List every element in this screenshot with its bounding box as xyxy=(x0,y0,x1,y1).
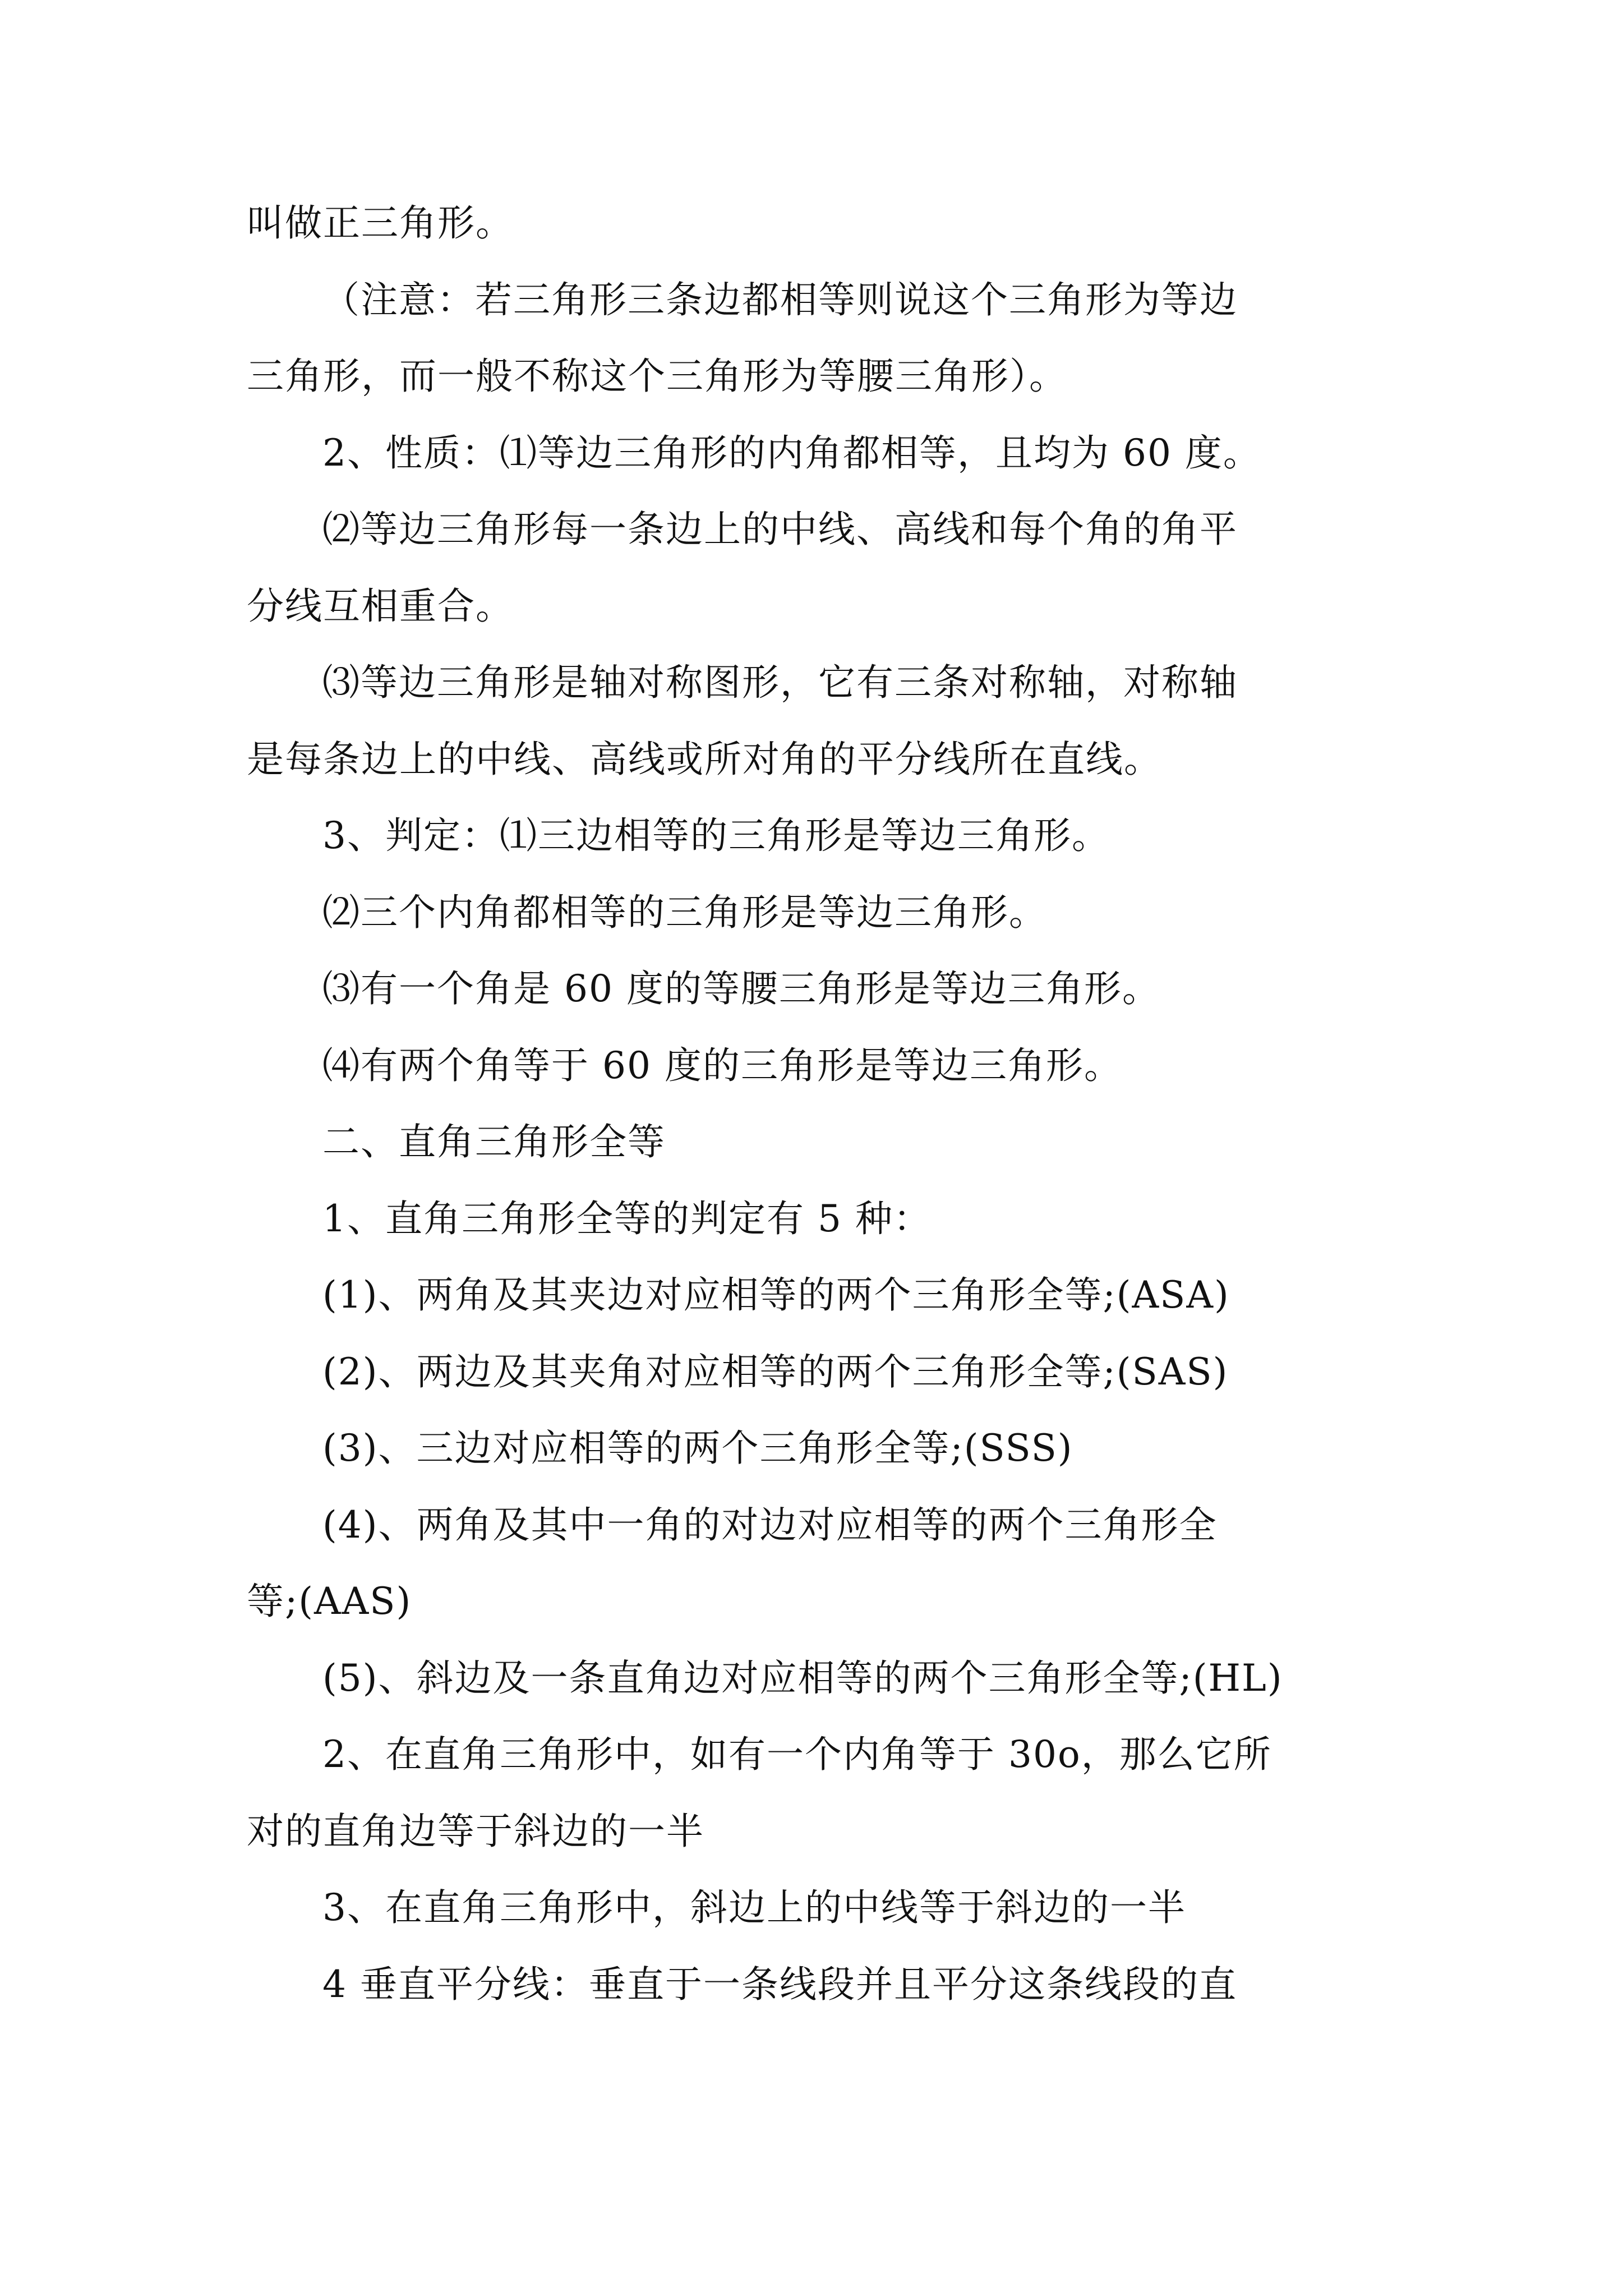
text-line-21: 2、在直角三角形中，如有一个内角等于 30o，那么它所 xyxy=(322,1733,1272,1776)
text-line-11: ⑶有一个角是 60 度的等腰三角形是等边三角形。 xyxy=(322,967,1160,1010)
text-line-4: 2、性质：⑴等边三角形的内角都相等，且均为 60 度。 xyxy=(322,431,1261,475)
text-line-5: ⑵等边三角形每一条边上的中线、高线和每个角的角平 xyxy=(322,508,1238,551)
text-line-20: (5)、斜边及一条直角边对应相等的两个三角形全等;(HL) xyxy=(322,1656,1283,1700)
text-line-9: 3、判定：⑴三边相等的三角形是等边三角形。 xyxy=(322,814,1110,857)
text-line-24: 4 垂直平分线：垂直于一条线段并且平分这条线段的直 xyxy=(322,1962,1237,2006)
text-line-7: ⑶等边三角形是轴对称图形，它有三条对称轴，对称轴 xyxy=(322,661,1238,704)
text-line-22: 对的直角边等于斜边的一半 xyxy=(247,1809,704,1853)
text-line-8: 是每条边上的中线、高线或所对角的平分线所在直线。 xyxy=(247,737,1162,781)
text-line-10: ⑵三个内角都相等的三角形是等边三角形。 xyxy=(322,890,1047,934)
text-line-23: 3、在直角三角形中，斜边上的中线等于斜边的一半 xyxy=(322,1886,1186,1929)
text-line-16: (2)、两边及其夹角对应相等的两个三角形全等;(SAS) xyxy=(322,1350,1229,1393)
text-line-1: 叫做正三角形。 xyxy=(247,201,514,245)
text-line-18: (4)、两角及其中一角的对边对应相等的两个三角形全 xyxy=(322,1503,1218,1547)
text-line-14: 1、直角三角形全等的判定有 5 种： xyxy=(322,1197,932,1240)
text-line-6: 分线互相重合。 xyxy=(247,584,514,628)
text-line-19: 等;(AAS) xyxy=(247,1580,412,1623)
text-line-3: 三角形，而一般不称这个三角形为等腰三角形）。 xyxy=(247,355,1067,398)
text-line-12: ⑷有两个角等于 60 度的三角形是等边三角形。 xyxy=(322,1043,1122,1087)
text-line-15: (1)、两角及其夹边对应相等的两个三角形全等;(ASA) xyxy=(322,1273,1230,1317)
document-body xyxy=(247,185,1385,2023)
text-line-2: （注意：若三角形三条边都相等则说这个三角形为等边 xyxy=(322,278,1238,321)
text-line-17: (3)、三边对应相等的两个三角形全等;(SSS) xyxy=(322,1427,1073,1470)
section-heading: 二、直角三角形全等 xyxy=(322,1120,666,1163)
